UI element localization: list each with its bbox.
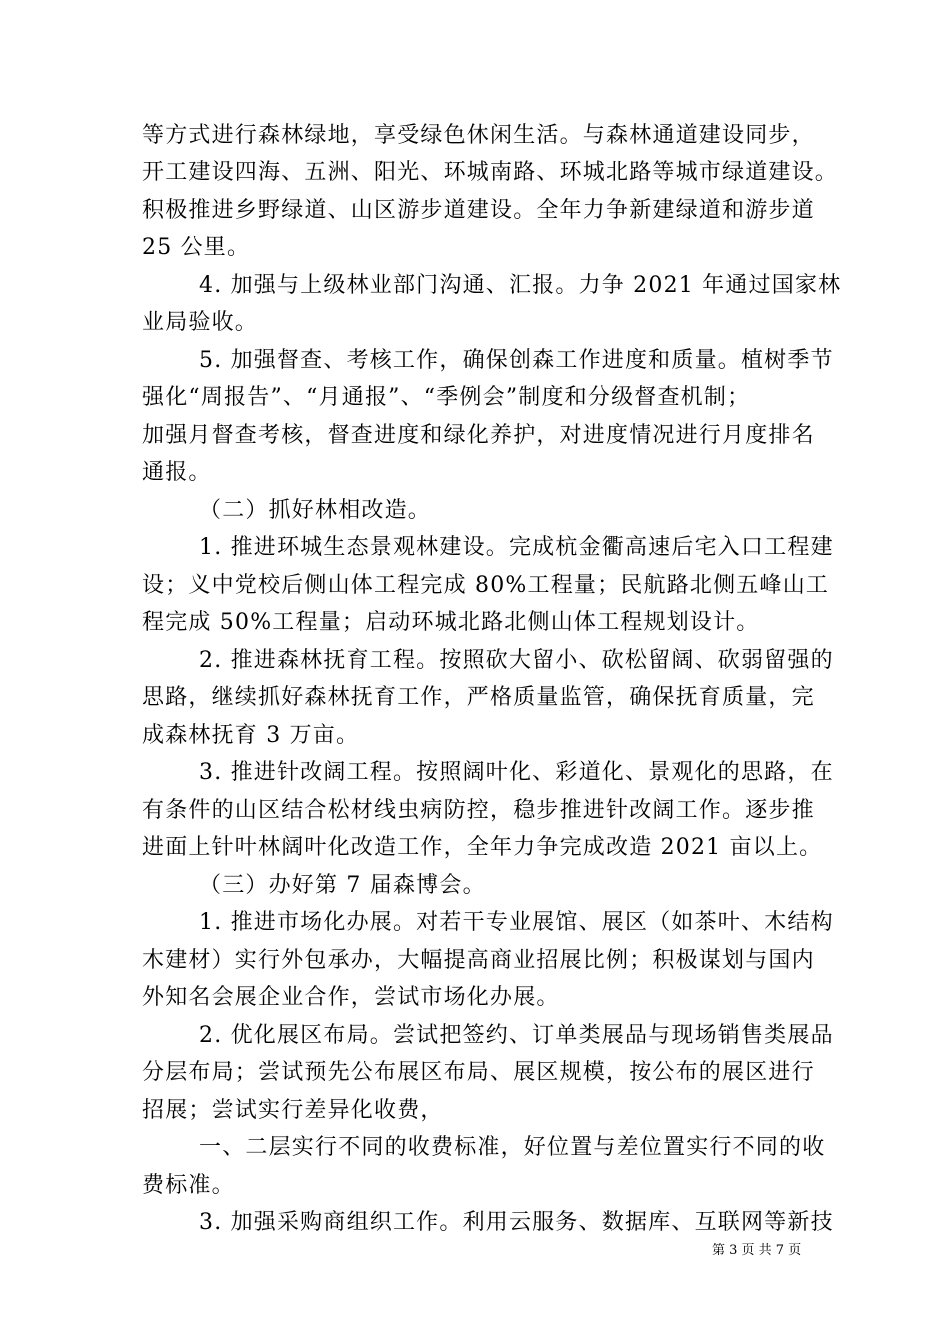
section-heading: （二）抓好林相改造。 [199, 498, 432, 523]
text-line: 一、二层实行不同的收费标准，好位置与差位置实行不同的收 [199, 1135, 826, 1160]
text-line: 思路，继续抓好森林抚育工作，严格质量监管，确保抚育质量，完 [142, 685, 815, 710]
text-line: 1. 推进环城生态景观林建设。完成杭金衢高速后宅入口工程建 [199, 535, 834, 560]
text-line: 程完成 50%工程量；启动环城北路北侧山体工程规划设计。 [142, 610, 760, 635]
text-line: 外知名会展企业合作，尝试市场化办展。 [142, 985, 560, 1010]
text-line: 开工建设四海、五洲、阳光、环城南路、环城北路等城市绿道建设。 [142, 160, 839, 185]
text-line: 2. 优化展区布局。尝试把签约、订单类展品与现场销售类展品 [199, 1023, 834, 1048]
text-line: 设；义中党校后侧山体工程完成 80%工程量；民航路北侧五峰山工 [142, 573, 830, 598]
text-line: 强化“周报告”、“月通报”、“季例会”制度和分级督查机制； [142, 385, 751, 410]
page-number-footer: 第 3 页 共 7 页 [712, 1243, 802, 1258]
text-line: 分层布局；尝试预先公布展区布局、展区规模，按公布的展区进行 [142, 1060, 815, 1085]
text-line: 业局验收。 [142, 310, 259, 335]
text-line: 有条件的山区结合松材线虫病防控，稳步推进针改阔工作。逐步推 [142, 798, 815, 823]
text-line: 4. 加强与上级林业部门沟通、汇报。力争 2021 年通过国家林 [199, 273, 842, 298]
text-line: 通报。 [142, 460, 212, 485]
text-line: 等方式进行森林绿地，享受绿色休闲生活。与森林通道建设同步， [142, 123, 815, 148]
text-line: 3. 加强采购商组织工作。利用云服务、数据库、互联网等新技 [199, 1210, 834, 1235]
text-line: 费标准。 [142, 1173, 235, 1198]
text-line: 25 公里。 [142, 235, 251, 260]
text-line: 2. 推进森林抚育工程。按照砍大留小、砍松留阔、砍弱留强的 [199, 648, 834, 673]
text-line: 3. 推进针改阔工程。按照阔叶化、彩道化、景观化的思路，在 [199, 760, 834, 785]
text-line: 加强月督查考核，督查进度和绿化养护，对进度情况进行月度排名 [142, 423, 815, 448]
text-line: 成森林抚育 3 万亩。 [142, 723, 360, 748]
text-line: 5. 加强督查、考核工作，确保创森工作进度和质量。植树季节 [199, 348, 834, 373]
text-line: 木建材）实行外包承办，大幅提高商业招展比例；积极谋划与国内 [142, 948, 815, 973]
text-line: 1. 推进市场化办展。对若干专业展馆、展区（如茶叶、木结构 [199, 910, 834, 935]
text-line: 进面上针叶林阔叶化改造工作，全年力争完成改造 2021 亩以上。 [142, 835, 823, 860]
section-heading: （三）办好第 7 届森博会。 [199, 873, 486, 898]
text-line: 招展；尝试实行差异化收费， [142, 1098, 444, 1123]
text-line: 积极推进乡野绿道、山区游步道建设。全年力争新建绿道和游步道 [142, 198, 815, 223]
